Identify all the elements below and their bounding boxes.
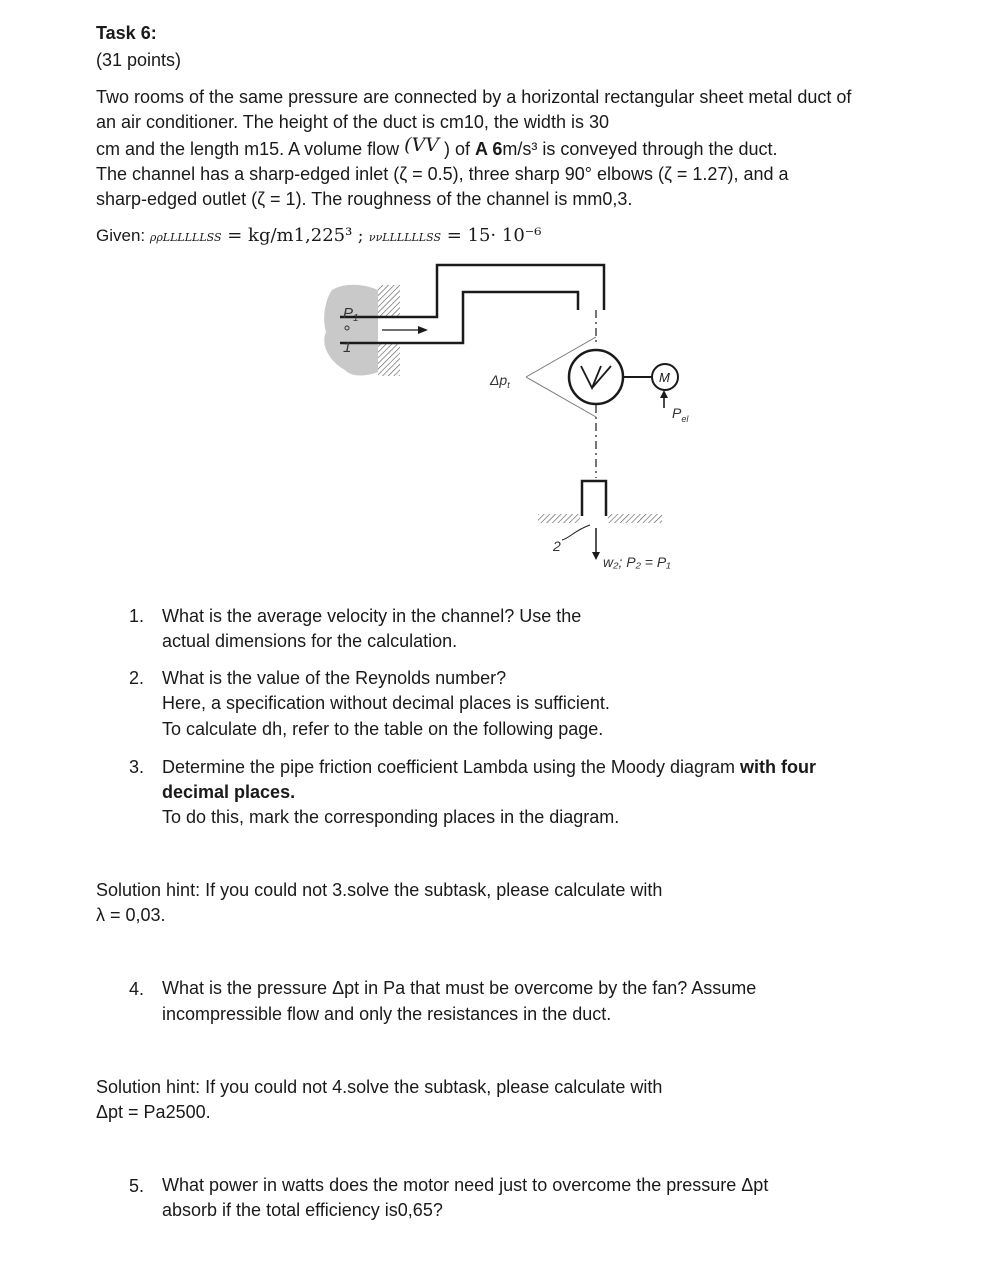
question-1-line-1: What is the average velocity in the channel? Use the xyxy=(162,606,582,626)
question-3-line-3: To do this, mark the corresponding places in the diagram. xyxy=(162,807,620,827)
hint-2-line-1: Solution hint: If you could not 4.solve the subtask, please calculate with xyxy=(96,1077,663,1097)
intro-line-5: sharp-edged outlet (ζ = 1). The roughness of the channel is mm0,3. xyxy=(96,189,633,209)
hint-1-line-2: λ = 0,03. xyxy=(96,905,166,925)
intro-line-3b: ) of xyxy=(439,139,476,159)
nu-value: = 15· 10⁻⁶ xyxy=(441,225,542,246)
outlet-duct-left xyxy=(582,481,606,516)
wall-hatch-upper xyxy=(378,285,400,317)
question-4-line-1: What is the pressure Δpt in Pa that must be overcome by the fan? Assume xyxy=(162,978,757,998)
question-5-number: 5. xyxy=(129,1176,145,1196)
question-1-line-2: actual dimensions for the calculation. xyxy=(162,631,458,651)
nu-symbol: ννLLLLLLSS xyxy=(368,231,441,244)
room-1-area xyxy=(324,285,378,376)
question-3-number: 3. xyxy=(129,757,145,777)
given-separator: ; xyxy=(352,226,369,246)
intro-line-3c: m/s³ is conveyed through the duct. xyxy=(502,139,778,159)
task-points: (31 points) xyxy=(96,50,182,70)
volume-flow-value: A 6 xyxy=(475,139,503,159)
motor-label: M xyxy=(659,370,670,385)
hint-1-line-1: Solution hint: If you could not 3.solve the subtask, please calculate with xyxy=(96,880,663,900)
volume-flow-symbol: (VV xyxy=(404,134,440,156)
flow-arrow-head xyxy=(418,326,428,334)
question-3-emphasis: with four xyxy=(740,757,816,777)
question-1-number: 1. xyxy=(129,606,145,626)
question-4-line-2: incompressible flow and only the resistances in the duct. xyxy=(162,1004,612,1024)
rho-value: = kg/m1,225³ xyxy=(221,225,353,246)
intro-line-3a: cm and the length m15. A volume flow xyxy=(96,139,405,159)
question-2-number: 2. xyxy=(129,668,145,688)
outlet-label: w₂; P₂ = P₁ xyxy=(603,554,671,570)
point-1-label: 1 xyxy=(343,339,352,356)
question-5-line-2: absorb if the total efficiency is0,65? xyxy=(162,1200,443,1220)
floor-hatch-left xyxy=(538,514,580,523)
label-2-leader xyxy=(562,525,590,540)
point-2-label: 2 xyxy=(553,538,561,554)
p1-label: $P_1$ xyxy=(343,305,359,324)
intro-line-2: an air conditioner. The height of the duct is cm10, the width is 30 xyxy=(96,112,609,132)
outlet-arrow-head xyxy=(592,552,600,560)
question-3-text: Determine the pipe friction coefficient Lambda using the Moody diagram xyxy=(162,757,740,777)
question-5-line-1: What power in watts does the motor need just to overcome the pressure Δpt xyxy=(162,1175,769,1195)
hint-2-line-2: Δpt = Pa2500. xyxy=(96,1102,211,1122)
intro-line-4: The channel has a sharp-edged inlet (ζ = 0.5), three sharp 90° elbows (ζ = 1.27), and a xyxy=(96,164,789,184)
given-label: Given: xyxy=(96,226,146,245)
question-2-line-2: Here, a specification without decimal places is sufficient. xyxy=(162,693,610,713)
question-4-number: 4. xyxy=(129,979,145,999)
pel-arrow-head xyxy=(660,390,668,398)
intro-line-1: Two rooms of the same pressure are connected by a horizontal rectangular sheet metal duct of xyxy=(96,87,852,107)
dp-label: $\Delta p_t$ xyxy=(490,372,510,390)
floor-hatch-right xyxy=(608,514,662,523)
question-2-line-3: To calculate dh, refer to the table on the following page. xyxy=(162,719,604,739)
rho-symbol: ρρLLLLLLSS xyxy=(149,231,222,244)
pel-label: $P_{el}$ xyxy=(672,405,689,424)
question-3-line-1 xyxy=(162,757,816,778)
task-title: Task 6: xyxy=(96,23,157,43)
wall-hatch-lower xyxy=(378,343,400,376)
question-2-line-1: What is the value of the Reynolds number? xyxy=(162,668,507,688)
question-3-line-2: decimal places. xyxy=(162,782,296,802)
